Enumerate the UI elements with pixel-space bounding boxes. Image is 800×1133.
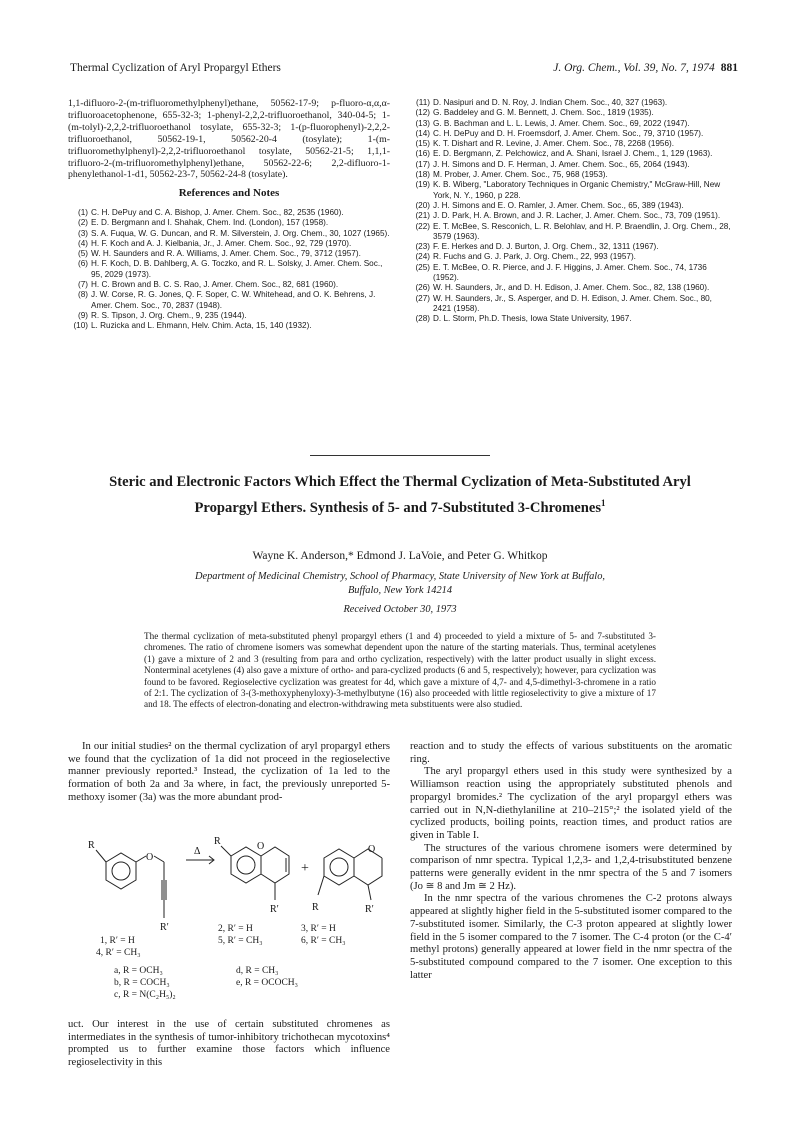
substituent-a: a, R = OCH₃ [114, 966, 163, 976]
scheme-rprime-2: R′ [270, 904, 279, 915]
reference-number: (22) [415, 221, 430, 231]
reference-text: S. A. Fuqua, W. G. Duncan, and R. M. Silverstein, J. Org. Chem., 30, 1027 (1965). [91, 228, 390, 238]
r-bond-2 [221, 846, 231, 856]
pyran-ring-3b [354, 858, 382, 885]
running-header [70, 62, 738, 78]
reference-text: D. Nasipuri and D. N. Roy, J. Indian Chem. Soc., 40, 327 (1963). [433, 98, 668, 107]
substituent-b: b, R = COCH₃ [114, 978, 170, 988]
reference-number: (18) [415, 170, 430, 180]
aromatic-circle-3 [330, 858, 348, 876]
ch2-bond-1 [154, 856, 164, 862]
r-bond-1 [96, 850, 106, 862]
scheme-o-2: O [257, 841, 265, 852]
reference-item [68, 208, 390, 218]
reference-item [68, 249, 390, 259]
scheme-rprime-1: R′ [160, 922, 169, 933]
pyran-ring-2 [261, 847, 289, 883]
reference-item [68, 290, 390, 311]
reference-item [410, 139, 732, 149]
body-left-column-bottom [68, 1019, 390, 1070]
reference-number: (14) [415, 128, 430, 138]
reference-number: (20) [415, 200, 430, 210]
reference-number: (8) [77, 290, 88, 300]
reference-text: H. C. Brown and B. C. S. Rao, J. Amer. Chem. Soc., 82, 681 (1960). [91, 280, 339, 290]
reference-text: D. L. Storm, Ph.D. Thesis, Iowa State University, 1967. [433, 314, 632, 324]
reference-number: (1) [77, 207, 88, 217]
reference-number: (21) [415, 211, 430, 221]
reference-item [410, 180, 732, 201]
compound-5-label: 5, R′ = CH₃ [218, 936, 263, 946]
reference-item [68, 280, 390, 290]
reference-text: J. W. Corse, R. G. Jones, Q. F. Soper, C. W. Whitehead, and O. K. Behrens, J. Amer. Chem. Soc., 70, 2837 (1948). [91, 290, 376, 310]
reference-text: J. D. Park, H. A. Brown, and J. R. Lacher, J. Amer. Chem. Soc., 73, 709 (1951). [433, 211, 721, 221]
scheme-plus: + [301, 861, 309, 876]
reference-number: (3) [77, 228, 88, 238]
body-paragraph-2: uct. Our interest in the use of certain substituted chromenes as intermediates in the synthesis of tumor-inhibitory trichothecan mycotoxins⁴ prompted us to further examine those factors which influence regioselectivity in this [68, 1019, 390, 1069]
compound-2-label: 2, R′ = H [218, 924, 253, 934]
reference-item [68, 239, 390, 249]
received-date: Received October 30, 1973 [343, 604, 457, 615]
reference-text: W. H. Saunders, Jr., and D. H. Edison, J. Amer. Chem. Soc., 82, 138 (1960). [433, 283, 710, 293]
registry-numbers: 1,1-difluoro-2-(m-trifluoromethylphenyl)ethane, 50562-17-9; p-fluoro-α,α,α-trifluoroacetophenone, 655-32-3; 1-phenyl-2,2,2-trifluoroethanol, 340-04-5; 1-(m-tolyl)-2,2,2-trifluoroethanol tosylate, 655-32-3; 1-(p-fluorophenyl)-2,2,2-trifluoroethanol, 50562-19-1, 50562-20-4 (tosylate); 1-(m-trifluoromethylphenyl)-2,2,2-trifluoroethanol tosylate, 50562-21-5; 1,1,1-trifluoro-2-(m-trifluoromethylphenyl)ethane, 50562-22-6; 2,2-difluoro-1-phenylethanol-1-d1, 50562-23-7, 50562-24-8 (tosylate). [68, 98, 390, 181]
reference-number: (12) [415, 108, 430, 118]
reference-item [410, 108, 732, 118]
reference-text: E. T. McBee, S. Resconich, L. R. Belohlav, and H. P. Braendlin, J. Org. Chem., 28, 3579 (1963). [433, 221, 731, 241]
reference-text: M. Prober, J. Amer. Chem. Soc., 75, 968 (1953). [433, 170, 608, 180]
scheme-r-2: R [214, 836, 221, 847]
article-title [90, 472, 710, 519]
authors: Wayne K. Anderson,* Edmond J. LaVoie, and Peter G. Whitkop [252, 550, 548, 562]
affiliation [90, 570, 710, 597]
body-paragraph-4: The aryl propargyl ethers used in this study were synthesized by a Williamson reaction using the appropriately substituted phenols and propargyl bromides.² The cyclization of the aryl propargyl ethers was carried out in N,N-diethylaniline at 210–215°;² the isolated yield of the cyclized products, boiling points, reaction times, and product ratios are given in Table I. [410, 766, 732, 841]
reference-number: (11) [416, 98, 430, 107]
reference-item [410, 170, 732, 180]
reference-item [410, 294, 732, 315]
compound-4-label: 4, R′ = CH₃ [96, 948, 141, 958]
affiliation-line-1: Department of Medicinal Chemistry, School of Pharmacy, State University of New York at Buffalo, [194, 571, 605, 582]
benzene-ring-3 [324, 849, 354, 885]
reference-item [68, 311, 390, 321]
substituent-e: e, R = OCOCH₃ [236, 978, 298, 988]
running-title: Thermal Cyclization of Aryl Propargyl Ethers [70, 62, 281, 74]
reference-item [410, 129, 732, 139]
reference-number: (25) [415, 262, 430, 272]
reference-number: (13) [415, 118, 430, 128]
scheme-r-1: R [88, 840, 95, 851]
affiliation-line-2: Buffalo, New York 14214 [347, 584, 453, 596]
reference-text: R. S. Tipson, J. Org. Chem., 9, 235 (1944). [91, 310, 247, 320]
reference-text: E. D. Bergmann, Z. Pelchowicz, and A. Shani, Israel J. Chem., 1, 129 (1963). [433, 149, 713, 159]
reference-text: W. H. Saunders and R. A. Williams, J. Amer. Chem. Soc., 79, 3712 (1957). [91, 249, 361, 259]
reference-number: (23) [415, 242, 430, 252]
reference-item [68, 259, 390, 280]
body-paragraph-6: In the nmr spectra of the various chromenes the C-2 protons always appeared at slightly higher field in the 5-substituted isomer compared to the 7-substituted isomer. Similarly, the C-3 proton appeared at slightly lower field in the 5 isomer compared to the 7 isomer. The C-4 proton (or the C-4′ methyl protons) generally appeared at lower field in the nmr spectra of the 5-substituted compound compared to the 7 isomer. One exception to this latter [410, 893, 732, 981]
substituent-c: c, R = N(C₂H₅)₂ [114, 990, 176, 1000]
title-footnote-mark: 1 [601, 498, 606, 508]
reference-text: G. Baddeley and G. M. Bennett, J. Chem. Soc., 1819 (1935). [433, 108, 654, 118]
reference-item [68, 229, 390, 239]
compound-3-label: 3, R′ = H [301, 924, 336, 934]
reference-item [410, 314, 732, 324]
reference-number: (4) [77, 238, 88, 248]
reference-item [410, 283, 732, 293]
reference-item [410, 119, 732, 129]
reference-text: E. T. McBee, O. R. Pierce, and J. F. Higgins, J. Amer. Chem. Soc., 74, 1736 (1952). [433, 262, 707, 283]
o-bond-1 [136, 856, 146, 862]
reference-number: (9) [77, 310, 88, 320]
reference-item [410, 149, 732, 159]
references-heading: References and Notes [178, 187, 280, 200]
reference-text: W. H. Saunders, Jr., S. Asperger, and D. H. Edison, J. Amer. Chem. Soc., 80, 2421 (1958). [433, 293, 712, 313]
section-divider [310, 455, 490, 456]
reference-text: C. H. DePuy and C. A. Bishop, J. Amer. Chem. Soc., 82, 2535 (1960). [91, 207, 344, 217]
body-paragraph-3: reaction and to study the effects of various substituents on the aromatic ring. [410, 741, 732, 765]
reference-item [410, 160, 732, 170]
prev-article-right-column [410, 98, 732, 325]
reference-text: G. B. Bachman and L. L. Lewis, J. Amer. Chem. Soc., 69, 2022 (1947). [433, 118, 690, 128]
scheme-o-1: O [146, 852, 154, 863]
reference-text: H. F. Koch, D. B. Dahlberg, A. G. Toczko, and R. L. Solsky, J. Amer. Chem. Soc., 95, 2029 (1973). [91, 259, 383, 279]
reference-number: (26) [415, 283, 430, 293]
reference-item [68, 321, 390, 331]
reference-text: L. Ruzicka and L. Ehmann, Helv. Chim. Acta, 15, 140 (1932). [91, 321, 312, 331]
substituent-d: d, R = CH₃ [236, 966, 279, 976]
benzene-ring-1 [106, 853, 136, 889]
journal-citation [553, 62, 738, 74]
references-list-left [68, 208, 390, 332]
reference-text: K. T. Dishart and R. Levine, J. Amer. Chem. Soc., 78, 2268 (1956). [433, 139, 675, 149]
reference-number: (15) [415, 139, 430, 149]
reference-item [410, 242, 732, 252]
page-number: 881 [720, 62, 738, 74]
aromatic-circle-1 [112, 862, 130, 880]
reference-item [410, 201, 732, 211]
reference-text: K. B. Wiberg, "Laboratory Techniques in Organic Chemistry," McGraw-Hill, New York, N. Y., 1960, p 228. [433, 180, 721, 200]
journal-name: J. Org. Chem., Vol. 39, No. 7, 1974 [553, 62, 715, 74]
reference-text: H. F. Koch and A. J. Kielbania, Jr., J. Amer. Chem. Soc., 92, 729 (1970). [91, 238, 352, 248]
reference-number: (2) [77, 218, 88, 228]
r-bond-3 [318, 876, 324, 895]
reference-number: (6) [77, 259, 88, 269]
reference-item [410, 222, 732, 243]
reference-item [410, 211, 732, 221]
reference-text: E. D. Bergmann and I. Shahak, Chem. Ind. (London), 157 (1958). [91, 218, 329, 228]
reference-item [68, 218, 390, 228]
reference-item [410, 263, 732, 284]
reference-text: R. Fuchs and G. J. Park, J. Org. Chem., 22, 993 (1957). [433, 252, 636, 262]
compound-1-label: 1, R′ = H [100, 936, 135, 946]
reference-number: (24) [415, 252, 430, 262]
reaction-scheme [76, 820, 386, 1020]
reference-number: (10) [73, 321, 88, 331]
body-paragraph-5: The structures of the various chromene isomers were determined by comparison of nmr spectra. Typical 1,2,3- and 1,2,4-trisubstituted benzene patterns were generally evident in the nmr spectra of the 5 and 7 isomers (Jo ≅ 8 and Jm ≅ 2 Hz). [410, 842, 732, 892]
body-right-column [410, 741, 732, 982]
abstract: The thermal cyclization of meta-substituted phenyl propargyl ethers (1 and 4) proceeded to yield a mixture of 5- and 7-substituted 3-chromenes. The ratio of chromene isomers was somewhat dependent upon the nature of the starting materials. Thus, terminal acetylenes (1) gave a mixture of 2 and 3 (resulting from para and ortho cyclization, respectively) with the latter product usually in slight excess. Nonterminal acetylenes (4) also gave a mixture of ortho- and para-cyclized products (6 and 5, respectively); however, para cyclization was found to be favored. Regioselective cyclization was greatest for 4d, which gave a mixture of 4,7- and 4,5-dimethyl-3-chromene in a ratio of 2:1. The cyclization of 3-(3-methoxyphenyloxy)-3-methylbutyne (16) also proceeded with little regioselectivity to give a mixture of 17 and 18. The effects of electron-donating and electron-withdrawing meta substituents were also studied. [144, 631, 656, 710]
reference-text: C. H. DePuy and D. H. Froemsdorf, J. Amer. Chem. Soc., 79, 3710 (1957). [433, 128, 704, 138]
references-list-right [410, 98, 732, 325]
reference-text: J. H. Simons and D. F. Herman, J. Amer. Chem. Soc., 65, 2064 (1943). [433, 159, 690, 169]
scheme-arrow-label: Δ [194, 846, 201, 857]
reference-number: (5) [77, 249, 88, 259]
benzene-ring-2 [231, 847, 261, 883]
reference-number: (28) [415, 314, 430, 324]
reference-item [410, 252, 732, 262]
scheme-rprime-3: R′ [365, 904, 374, 915]
rprime-bond-3 [368, 885, 371, 900]
reference-number: (19) [415, 180, 430, 190]
reference-text: J. H. Simons and E. O. Ramler, J. Amer. Chem. Soc., 65, 389 (1943). [433, 200, 684, 210]
reference-number: (7) [77, 280, 88, 290]
body-paragraph-1: In our initial studies² on the thermal cyclization of aryl propargyl ethers we found that the cyclization of 1a did not proceed in the regioselective manner previously reported.³ Instead, the cyclization of 1a led to the formation of both 2a and 3a where, in fact, the previously unreported 5-methoxy isomer (3a) was the more abundant prod- [68, 741, 390, 803]
article-title-text: Steric and Electronic Factors Which Effect the Thermal Cyclization of Meta-Substituted Aryl Propargyl Ethers. Synthesis of 5- and 7-Substituted 3-Chromenes [109, 474, 691, 516]
scheme-o-3: O [368, 844, 376, 855]
reference-text: F. E. Herkes and D. J. Burton, J. Org. Chem., 32, 1311 (1967). [433, 242, 659, 252]
reference-number: (17) [415, 159, 430, 169]
prev-article-left-column [68, 98, 390, 332]
compound-6-label: 6, R′ = CH₃ [301, 936, 346, 946]
scheme-r-3: R [312, 902, 319, 913]
reference-item [410, 98, 732, 108]
reference-number: (16) [415, 149, 430, 159]
body-left-column-top [68, 741, 390, 805]
aromatic-circle-2 [237, 856, 255, 874]
reference-number: (27) [415, 293, 430, 303]
